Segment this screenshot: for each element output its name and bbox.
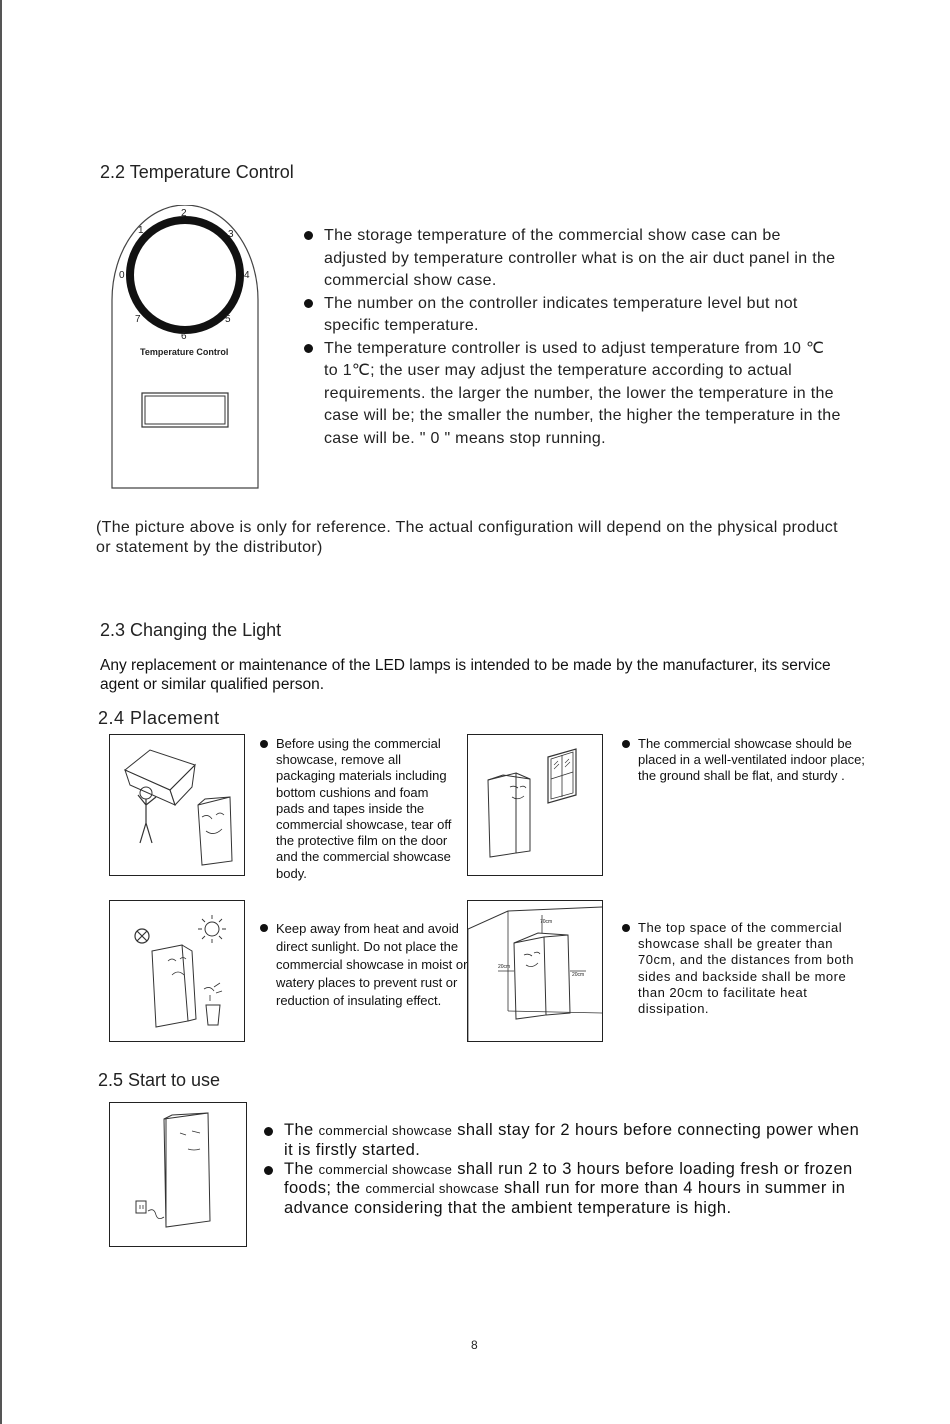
placement-text-clearance: The top space of the commercial showcase shall be greater than 70cm, and the distances from both sides and backside shall be more than 20cm to facilitate heat dissipation. xyxy=(622,920,872,1017)
display-window-outer xyxy=(142,393,228,427)
page-edge-line xyxy=(0,0,2,1424)
bullet-storage-temperature: The storage temperature of the commercial show case can be adjusted by temperature controller what is on the air duct panel in the commercial show case. xyxy=(302,225,842,293)
panel-label: Temperature Control xyxy=(140,347,229,357)
bullet-number-meaning: The number on the controller indicates temperature level but not specific temperature. xyxy=(302,293,842,338)
start-to-use-bullets xyxy=(262,1121,862,1218)
placement-item-heat xyxy=(260,920,470,1010)
placement-text-unpacking: Before using the commercial showcase, remove all packaging materials including bottom cushions and foam pads and tapes inside the commercial showcase, tear off the protective film on the door and the commercial showcase body. xyxy=(260,736,460,882)
dial-tick-7 xyxy=(143,311,150,318)
dial-number-4: 4 xyxy=(244,270,250,281)
dial-tick-3 xyxy=(221,233,228,240)
start-to-use-svg xyxy=(110,1103,246,1246)
dial-number-2: 2 xyxy=(181,208,187,219)
temperature-control-panel-illustration xyxy=(110,205,260,490)
power-socket-icon xyxy=(136,1201,146,1213)
section-heading-changing-light: 2.3 Changing the Light xyxy=(100,620,282,640)
dial-number-0: 0 xyxy=(119,270,125,281)
clearance-label-right: 20cm xyxy=(572,972,585,978)
section-heading-placement: 2.4 Placement xyxy=(98,708,220,728)
start-bullet-stay-2-hours: The commercial showcase shall stay for 2 hours before connecting power when it is firstly started. xyxy=(262,1121,862,1160)
dial-number-1: 1 xyxy=(138,225,144,236)
reference-note: (The picture above is only for reference. The actual configuration will depend on the physical product or statement by the distributor) xyxy=(96,519,838,556)
placement-item-clearance xyxy=(622,920,872,1017)
clearance-label-left: 20cm xyxy=(498,964,511,970)
page-number: 8 xyxy=(471,1338,478,1352)
heat-svg xyxy=(110,901,244,1041)
unpacking-svg xyxy=(110,735,244,875)
dial-tick-0 xyxy=(127,272,134,279)
dial-number-7: 7 xyxy=(135,314,141,325)
power-cord xyxy=(148,1210,164,1219)
placement-illustration-unpacking xyxy=(109,734,245,876)
section-heading-temperature-control: 2.2 Temperature Control xyxy=(100,162,294,182)
clearance-label-top: 70cm xyxy=(540,919,553,925)
display-window-inner xyxy=(145,396,225,424)
dial-number-5: 5 xyxy=(225,314,231,325)
changing-light-text: Any replacement or maintenance of the LED lamps is intended to be made by the manufacturer, its service agent or similar qualified person. xyxy=(100,657,831,693)
placement-text-heat: Keep away from heat and avoid direct sunlight. Do not place the commercial showcase in moist or watery places to prevent rust or reduction of insulating effect. xyxy=(260,920,470,1010)
ventilated-svg xyxy=(468,735,602,875)
section-heading-start-to-use: 2.5 Start to use xyxy=(98,1070,221,1090)
placement-item-ventilated xyxy=(622,736,872,785)
bullet-controller-range: The temperature controller is used to adjust temperature from 10 ℃ to 1℃; the user may adjust the temperature according to actual requirements. the larger the number, the lower the temperature in the case will be; the smaller the number, the higher the temperature in the case will be. " 0 " means stop running. xyxy=(302,338,842,451)
water-bucket-icon xyxy=(206,1005,220,1025)
placement-illustration-heat xyxy=(109,900,245,1042)
placement-illustration-clearance xyxy=(467,900,603,1042)
sun-icon xyxy=(205,922,219,936)
start-bullet-run-before-loading: The commercial showcase shall run 2 to 3 hours before loading fresh or frozen foods; the commercial showcase shall run for more than 4 hours in summer in advance considering that the ambient temperature is high. xyxy=(262,1160,862,1218)
placement-item-unpacking xyxy=(260,736,460,882)
placement-illustration-ventilated xyxy=(467,734,603,876)
dial-tick-4 xyxy=(237,272,244,279)
dial-number-3: 3 xyxy=(228,229,234,240)
clearance-svg xyxy=(468,901,602,1041)
control-panel-svg xyxy=(110,205,260,490)
placement-text-ventilated: The commercial showcase should be placed in a well-ventilated indoor place; the ground shall be flat, and sturdy . xyxy=(622,736,872,785)
dial-number-6: 6 xyxy=(181,331,187,342)
temperature-control-bullets xyxy=(302,225,842,450)
start-to-use-illustration xyxy=(109,1102,247,1247)
